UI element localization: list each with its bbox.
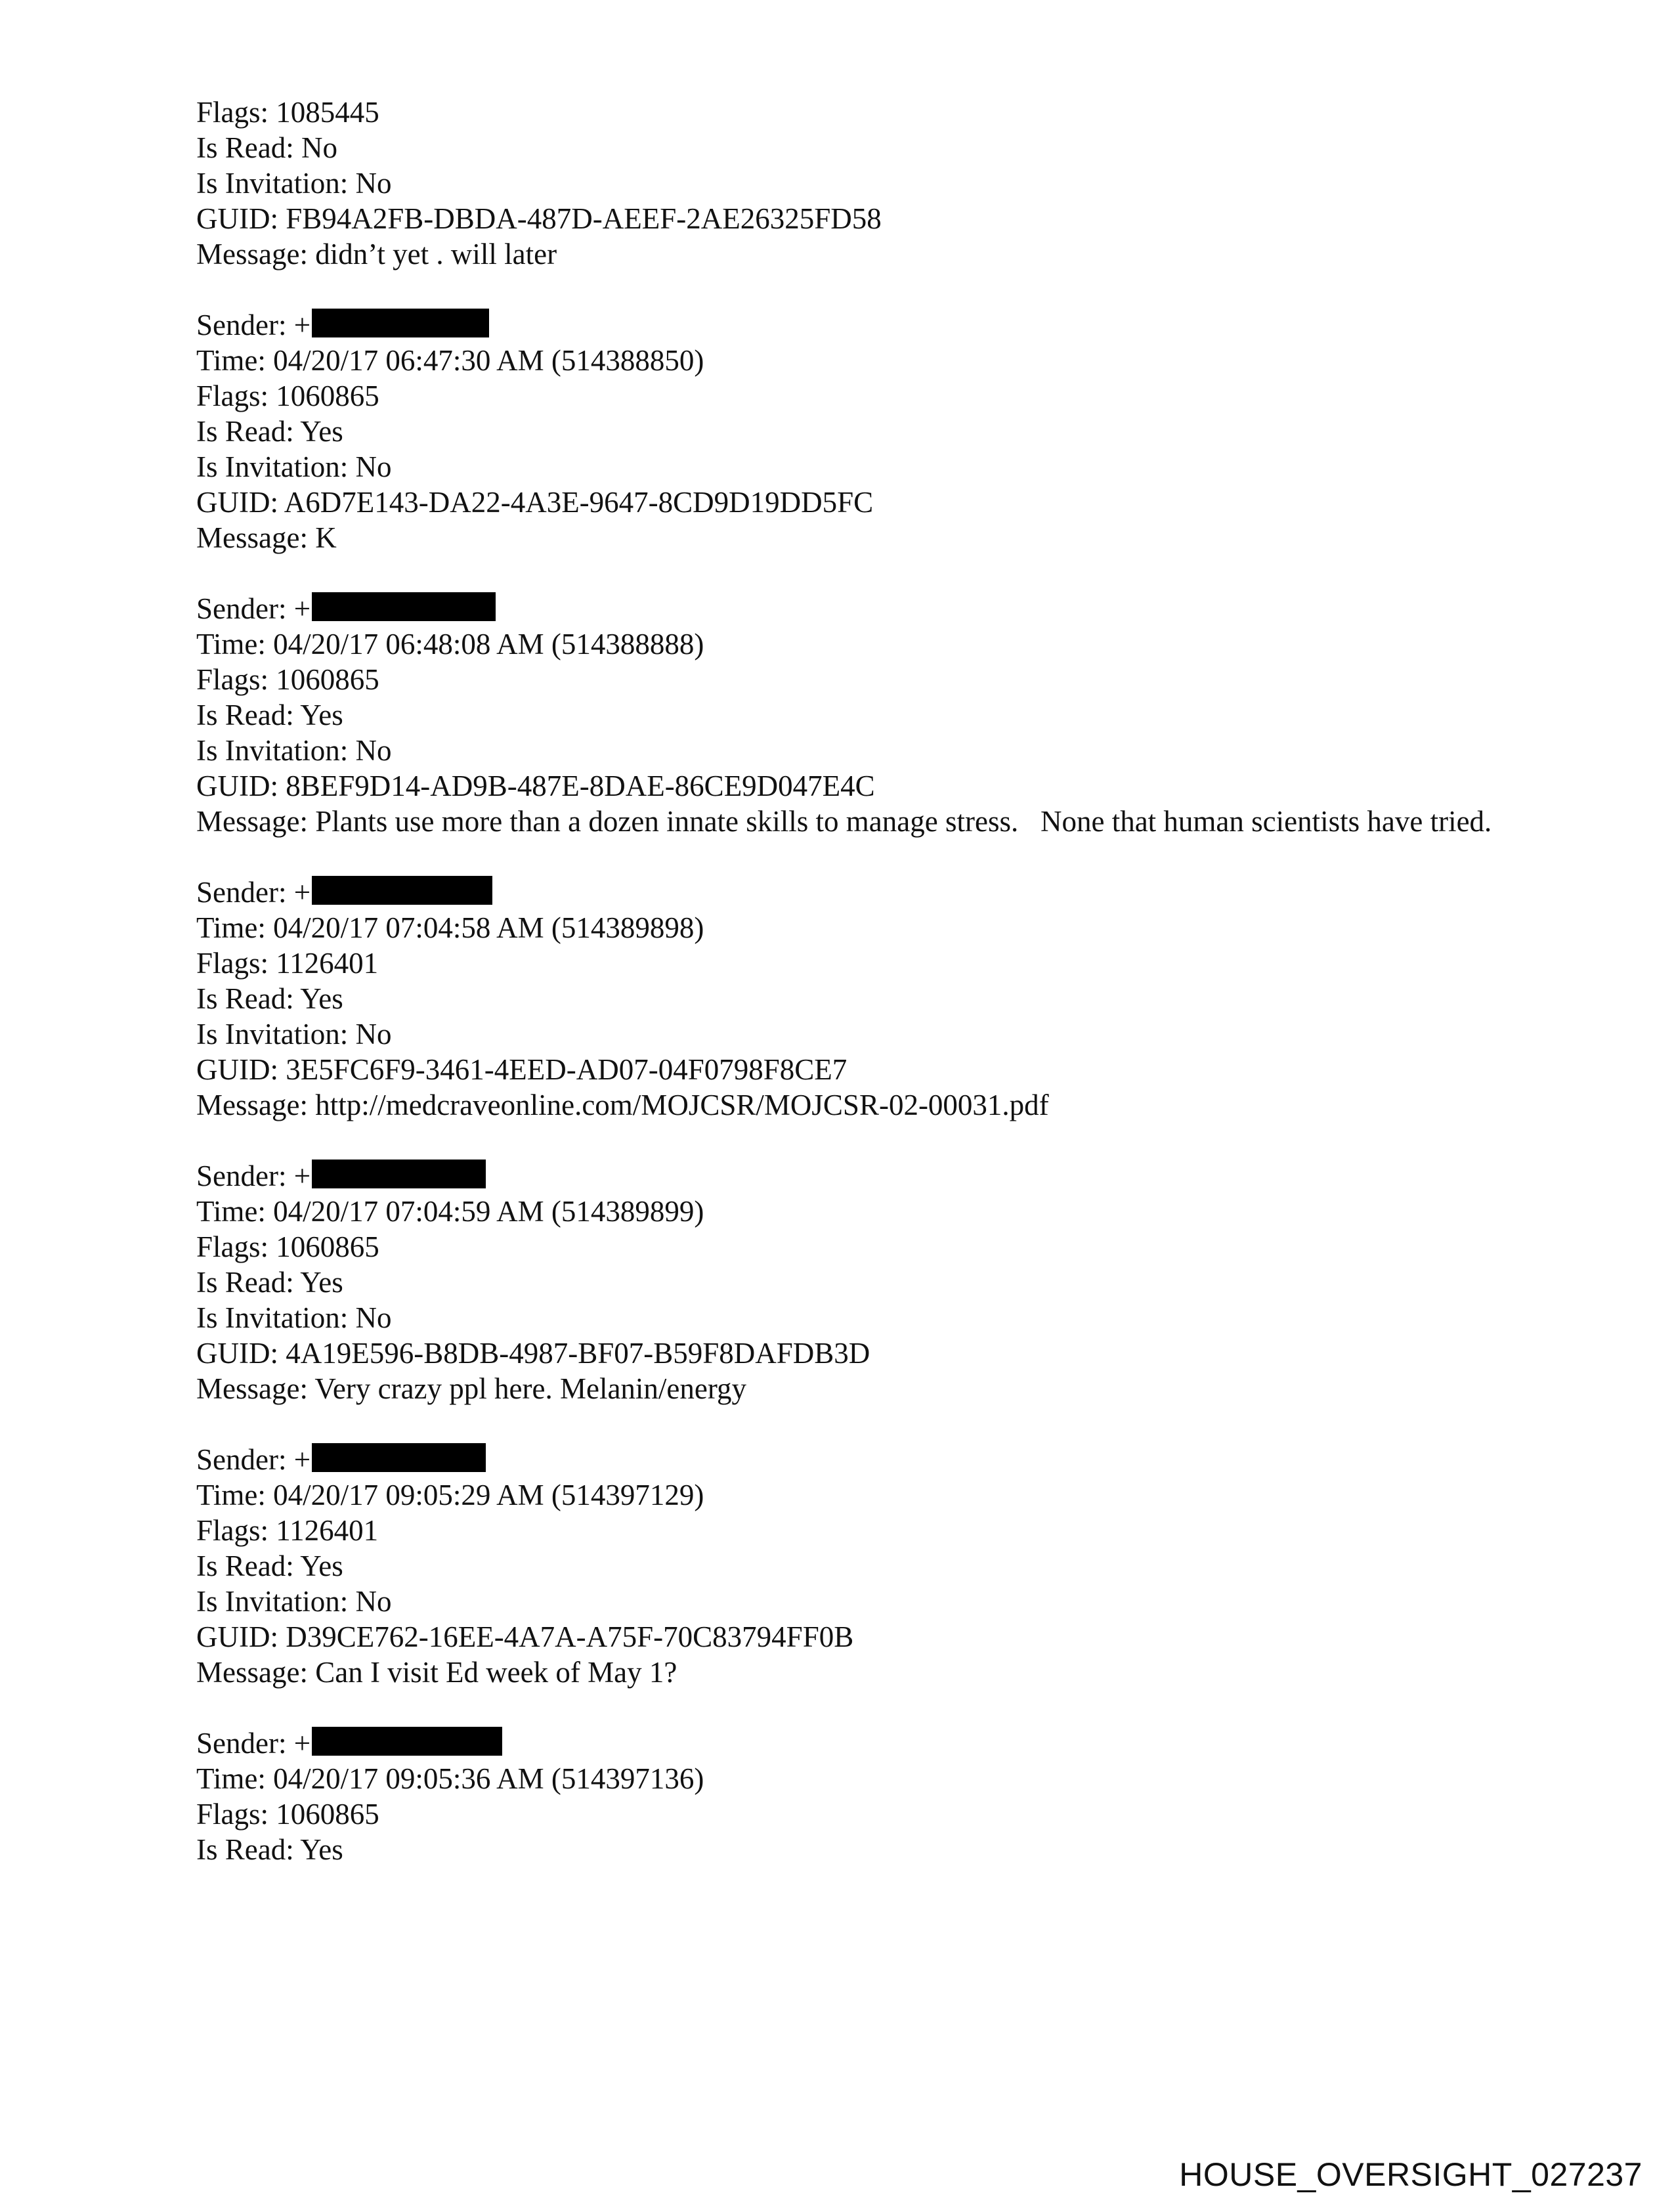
sender-label: Sender: +: [196, 876, 311, 909]
spacer: [196, 555, 1608, 591]
sender-label: Sender: +: [196, 1443, 311, 1476]
message-record: [196, 591, 1608, 839]
is-invitation-line: Is Invitation: No: [196, 1018, 392, 1051]
redaction-box: [312, 1443, 486, 1472]
message-record: [196, 1158, 1608, 1406]
message-record: [196, 1725, 1608, 1867]
time-line: Time: 04/20/17 09:05:36 AM (514397136): [196, 1762, 704, 1795]
sender-line: [196, 1725, 1608, 1761]
time-line: Time: 04/20/17 07:04:58 AM (514389898): [196, 911, 704, 944]
time-line: Time: 04/20/17 07:04:59 AM (514389899): [196, 1195, 704, 1228]
guid-line: GUID: D39CE762-16EE-4A7A-A75F-70C83794FF0B: [196, 1620, 854, 1653]
spacer: [196, 1123, 1608, 1158]
spacer: [196, 1690, 1608, 1725]
message-line: Message: Plants use more than a dozen innate skills to manage stress. None that human scientists have tried.: [196, 805, 1492, 838]
message-line: Message: K: [196, 521, 337, 554]
flags-line: Flags: 1126401: [196, 947, 379, 980]
is-read-line: Is Read: No: [196, 131, 337, 164]
sender-line: [196, 875, 1608, 910]
flags-line: Flags: 1060865: [196, 1230, 379, 1263]
sender-line: [196, 1442, 1608, 1477]
flags-line: Flags: 1060865: [196, 380, 379, 412]
redaction-box: [312, 309, 489, 337]
is-invitation-line: Is Invitation: No: [196, 1585, 392, 1618]
sender-line: [196, 591, 1608, 626]
time-line: Time: 04/20/17 09:05:29 AM (514397129): [196, 1479, 704, 1511]
message-line: Message: http://medcraveonline.com/MOJCSR/MOJCSR-02-00031.pdf: [196, 1089, 1049, 1121]
time-line: Time: 04/20/17 06:48:08 AM (514388888): [196, 628, 704, 661]
flags-line: Flags: 1060865: [196, 663, 379, 696]
is-invitation-line: Is Invitation: No: [196, 450, 392, 483]
redaction-box: [312, 876, 492, 905]
message-record: [196, 1442, 1608, 1690]
redaction-box: [312, 1727, 502, 1756]
message-record: [196, 875, 1608, 1123]
redaction-box: [312, 592, 496, 621]
is-read-line: Is Read: Yes: [196, 982, 343, 1015]
is-invitation-line: Is Invitation: No: [196, 1301, 392, 1334]
message-log: [196, 95, 1608, 1867]
is-read-line: Is Read: Yes: [196, 1266, 343, 1299]
flags-line: Flags: 1060865: [196, 1798, 379, 1831]
sender-label: Sender: +: [196, 1727, 311, 1760]
is-read-line: Is Read: Yes: [196, 1833, 343, 1866]
message-line: Message: didn’t yet . will later: [196, 238, 557, 271]
redaction-box: [312, 1160, 486, 1188]
flags-line: Flags: 1126401: [196, 1514, 379, 1547]
is-invitation-line: Is Invitation: No: [196, 734, 392, 767]
is-read-line: Is Read: Yes: [196, 415, 343, 448]
sender-label: Sender: +: [196, 592, 311, 625]
time-line: Time: 04/20/17 06:47:30 AM (514388850): [196, 344, 704, 377]
is-read-line: Is Read: Yes: [196, 1550, 343, 1582]
message-line: Message: Can I visit Ed week of May 1?: [196, 1656, 677, 1689]
sender-line: [196, 307, 1608, 343]
sender-line: [196, 1158, 1608, 1194]
guid-line: GUID: A6D7E143-DA22-4A3E-9647-8CD9D19DD5FC: [196, 486, 874, 519]
sender-label: Sender: +: [196, 1160, 311, 1192]
spacer: [196, 839, 1608, 875]
spacer: [196, 1406, 1608, 1442]
is-read-line: Is Read: Yes: [196, 699, 343, 731]
guid-line: GUID: FB94A2FB-DBDA-487D-AEEF-2AE26325FD58: [196, 202, 882, 235]
message-record: [196, 307, 1608, 555]
flags-line: Flags: 1085445: [196, 96, 379, 129]
bates-stamp: HOUSE_OVERSIGHT_027237: [1179, 2156, 1642, 2193]
guid-line: GUID: 8BEF9D14-AD9B-487E-8DAE-86CE9D047E4C: [196, 770, 875, 802]
sender-label: Sender: +: [196, 309, 311, 341]
guid-line: GUID: 4A19E596-B8DB-4987-BF07-B59F8DAFDB3D: [196, 1337, 870, 1370]
message-record-partial: [196, 95, 1608, 272]
guid-line: GUID: 3E5FC6F9-3461-4EED-AD07-04F0798F8CE7: [196, 1053, 848, 1086]
is-invitation-line: Is Invitation: No: [196, 167, 392, 200]
message-line: Message: Very crazy ppl here. Melanin/energy: [196, 1372, 747, 1405]
spacer: [196, 272, 1608, 307]
